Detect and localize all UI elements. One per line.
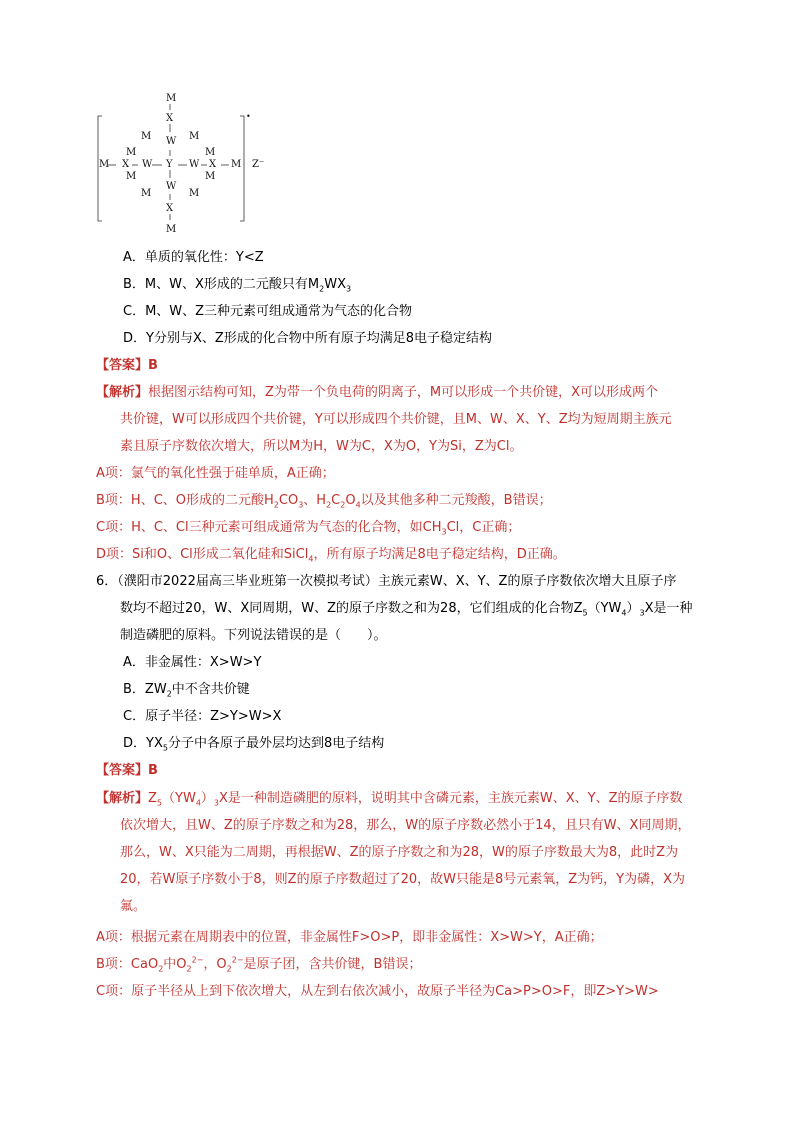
q6-option-c: C．原子半径：Z>Y>W>X bbox=[123, 709, 282, 724]
atom-m-left: M bbox=[99, 159, 110, 170]
atom-m-bl: M bbox=[141, 188, 152, 199]
atom-x-right: X bbox=[209, 159, 217, 170]
q5-item-b: B项：H、C、O形成的二元酸$H_2CO_3$、$H_2C_2O_4$以及其他多种二元羧酸，B错误； bbox=[96, 493, 552, 510]
q6-item-b: B项：CaO$_2$中$O_2^{2-}$，$O_2^{2-}$是原子团，含共价键，B错误； bbox=[96, 955, 422, 974]
atom-m-tr: M bbox=[189, 131, 200, 142]
q5-option-a: A．单质的氧化性：Y<Z bbox=[123, 250, 264, 265]
atom-m-lr: M bbox=[205, 171, 216, 182]
atom-w-left: W bbox=[142, 159, 153, 170]
q6-stem-line-2: 数均不超过20，W、X同周期，W、Z的原子序数之和为28，它们组成的化合物$Z_5(YW_4)_3X$是一种 bbox=[120, 601, 693, 618]
q6-analysis-line-1: 【解析】$Z_5(YW_4)_3X$是一种制造磷肥的原料，说明其中含磷元素，主族元素W、X、Y、Z的原子序数 bbox=[96, 791, 683, 808]
bracket-charge: • bbox=[246, 112, 251, 121]
q6-analysis-line-3: 那么，W、X只能为二周期，再根据W、Z的原子序数之和为28，W的原子序数最大为8，此时Z为 bbox=[120, 845, 679, 860]
atom-m-top: M bbox=[166, 93, 177, 104]
atom-w-top: W bbox=[166, 136, 177, 147]
atom-m-tl: M bbox=[141, 131, 152, 142]
atom-x-top: X bbox=[166, 113, 174, 124]
q5-answer: 【答案】B bbox=[96, 358, 158, 373]
atom-y-center: Y bbox=[166, 159, 173, 170]
atom-m-ur: M bbox=[205, 147, 216, 158]
q6-option-a: A．非金属性：X>W>Y bbox=[123, 655, 262, 670]
q6-analysis-line-5: 氟。 bbox=[120, 899, 147, 914]
q5-option-b: B．M、W、X形成的二元酸只有$M_2WX_3$ bbox=[123, 277, 352, 294]
atom-m-ul: M bbox=[126, 147, 137, 158]
atom-w-bottom: W bbox=[166, 181, 177, 192]
q5-item-a: A项：氯气的氧化性强于硅单质，A正确； bbox=[96, 466, 335, 481]
atom-x-left: X bbox=[122, 159, 130, 170]
q6-option-d: D．$YX_5$分子中各原子最外层均达到8电子结构 bbox=[123, 736, 385, 753]
q6-answer: 【答案】B bbox=[96, 763, 158, 778]
atom-m-ll: M bbox=[126, 171, 137, 182]
q6-stem-line-3: 制造磷肥的原料。下列说法错误的是（ ）。 bbox=[120, 628, 387, 643]
atom-m-br: M bbox=[189, 188, 200, 199]
q5-analysis-line-3: 素且原子序数依次增大，所以M为H，W为C，X为O，Y为Si，Z为Cl。 bbox=[120, 439, 523, 454]
q5-analysis-line-1: 【解析】根据图示结构可知，Z为带一个负电荷的阴离子，M可以形成一个共价键，X可以形成两个 bbox=[96, 385, 659, 400]
atom-x-bottom: X bbox=[166, 203, 174, 214]
q6-item-a: A项：根据元素在周期表中的位置，非金属性F>O>P，即非金属性：X>W>Y，A正确； bbox=[96, 930, 603, 945]
q6-item-c: C项：原子半径从上到下依次增大，从左到右依次减小，故原子半径为Ca>P>O>F，即Z>Y>W> bbox=[96, 984, 659, 999]
q6-option-b: B．$ZW_2$中不含共价键 bbox=[123, 682, 250, 699]
q5-item-c: C项：H、C、Cl三种元素可组成通常为气态的化合物，如$CH_3Cl$，C正确； bbox=[96, 520, 521, 537]
atom-w-right: W bbox=[189, 159, 200, 170]
counter-ion: Z⁻ bbox=[252, 159, 265, 170]
q5-item-d: D项：Si和O、Cl形成二氧化硅和SiCl$_4$，所有原子均满足8电子稳定结构，D正确。 bbox=[96, 547, 566, 564]
q5-option-c: C．M、W、Z三种元素可组成通常为气态的化合物 bbox=[123, 304, 413, 319]
atom-m-right: M bbox=[231, 159, 242, 170]
q6-stem-line-1: 6．（濮阳市2022届高三毕业班第一次模拟考试）主族元素W、X、Y、Z的原子序数依次增大且原子序 bbox=[96, 574, 677, 589]
q6-analysis-line-2: 依次增大，且W、Z的原子序数之和为28，那么，W的原子序数必然小于14，且只有W、X同周期， bbox=[120, 818, 691, 833]
atom-m-bottom: M bbox=[166, 224, 177, 235]
q5-analysis-line-2: 共价键，W可以形成四个共价键，Y可以形成四个共价键，且M、W、X、Y、Z均为短周期主族元 bbox=[120, 412, 672, 427]
q5-option-d: D．Y分别与X、Z形成的化合物中所有原子均满足8电子稳定结构 bbox=[123, 331, 493, 346]
q6-analysis-line-4: 20，若W原子序数小于8，则Z的原子序数超过了20，故W只能是8号元素氧，Z为钙，Y为磷，X为 bbox=[120, 872, 685, 887]
structure-diagram bbox=[96, 92, 271, 237]
